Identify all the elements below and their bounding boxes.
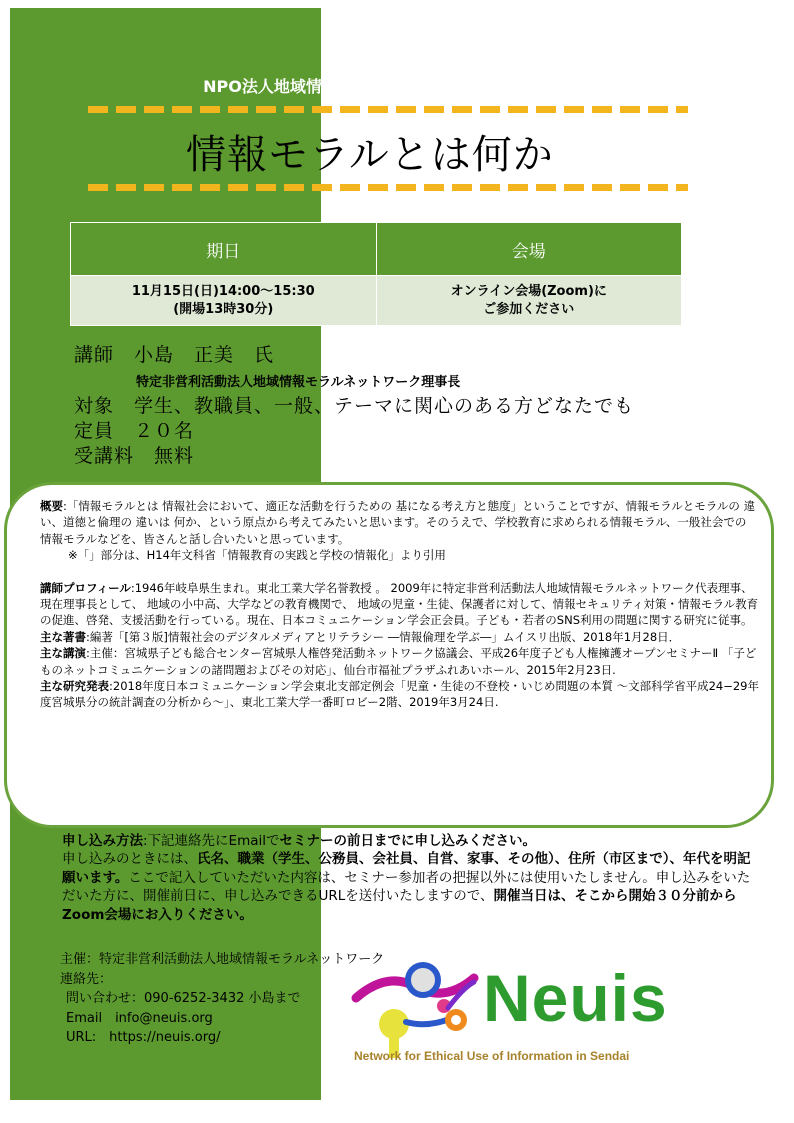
overview-note: ※「」部分は、H14年文科省「情報教育の実践と学校の情報化」より引用	[68, 548, 446, 563]
profile-paragraph	[40, 580, 760, 629]
organizer-line: NPO法人地域情報モラルネットワーク主催セミナー	[203, 77, 577, 96]
application-section	[62, 832, 762, 924]
method-text-b: セミナーの前日までに申し込みください。	[279, 833, 537, 849]
date-cell	[71, 276, 377, 326]
lectures-paragraph	[40, 645, 760, 678]
lectures-label: 主な講演	[40, 646, 86, 661]
books-paragraph	[40, 629, 760, 645]
opening-time-line: (開場13時30分)	[173, 301, 274, 317]
method-label: 申し込み方法	[62, 833, 143, 849]
venue-header: 会場	[376, 223, 682, 276]
overview-paragraph	[40, 498, 760, 547]
lecturer-title: 特定非営利活動法人地域情報モラルネットワーク理事長	[136, 375, 461, 390]
method-text-a: :下記連絡先にEmailで	[143, 833, 280, 849]
dashed-divider-top	[88, 106, 688, 113]
overview-text: :「情報モラルとは 情報社会において、適正な活動を行うための 基になる考え方と態度」ということですが、情報モラルとモラルの 違い、道徳と倫理の 違いは 何か、という原点から考えてみたいと思います。そのうえで、学校教育に求められる情報モラル、一般社会での 情報モラルなどを、皆さんと話し合いたいと思っています。	[40, 499, 756, 546]
contact-label: 連絡先：	[60, 971, 113, 987]
venue-line: オンライン会場(Zoom)に	[450, 283, 607, 299]
books-label: 主な著書	[40, 629, 86, 644]
para-a: 申し込みのときには、	[62, 851, 197, 868]
fee-line: 受講料 無料	[74, 445, 195, 467]
schedule-table	[70, 222, 682, 326]
date-line: 11月15日(日)14:00〜15:30	[131, 283, 315, 299]
para-d: 開催当日は、そこから開始３０分前からZoom会場にお入りください。	[62, 888, 737, 923]
url-link[interactable]: URL: https://neuis.org/	[66, 1030, 221, 1045]
summary-text	[40, 498, 760, 711]
sponsor-line: 主催：特定非営利活動法人地域情報モラルネットワーク	[60, 952, 385, 967]
profile-label: 講師プロフィール	[40, 580, 131, 595]
venue-note-line: ご参加ください	[483, 301, 575, 317]
target-line: 対象 学生、教職員、一般、テーマに関心のある方どなたでも	[74, 395, 635, 417]
profile-text: :1946年岐阜県生まれ。東北工業大学名誉教授 。 2009年に特定非営利活動法人地域情報モラルネットワーク代表理事、現在理事長として、 地域の小中高、大学などの教育機関で、 地域の児童・生徒、保護者に対して、情報セキュリティ対策・情報モラル教育の促進、啓発、支援活動を行っている。現在、日本コミュニケーション学会正会員。子ども・若者のSNS利用の問題に関する研究に従事。	[40, 580, 759, 628]
lecturer-line: 講師 小島 正美 氏	[74, 344, 275, 366]
logo-tagline: Network for Ethical Use of Information in Sendai	[354, 1049, 630, 1063]
books-text: :編著「[第３版]情報社会のデジタルメディアとリテラシー ―情報倫理を学ぶ―」ムイスリ出版、2018年1月28日．	[86, 629, 681, 644]
research-text: :2018年度日本コミュニケーション学会東北支部定例会「児童・生徒の不登校・いじめ問題の本質 〜文部科学省平成24−29年度宮城県分の統計調査の分析から〜」、東北工業大学一番町ロビー2階、2019年3月24日.	[40, 679, 760, 710]
research-paragraph	[40, 678, 760, 711]
research-label: 主な研究発表	[40, 679, 109, 694]
neuis-logo-text: Neuis	[483, 961, 668, 1035]
venue-cell	[376, 276, 682, 326]
page-title: 情報モラルとは何か	[186, 132, 554, 178]
date-header: 期日	[71, 223, 377, 276]
overview-label: 概要	[40, 499, 63, 513]
method-line	[62, 832, 762, 850]
para-b: 氏名、職業（学生、公務員、会社員、自営、家事、その他）、住所（市区まで）、年代を明記願います。	[62, 851, 751, 886]
dashed-divider-bottom	[88, 184, 688, 191]
lectures-text: :主催：宮城県子ども総合センター宮城県人権啓発活動ネットワーク協議会、平成26年度子ども人権擁護オープンセミナーⅡ 「子どものネットコミュニケーションの諸問題およびその対応」、仙台市福祉プラザふれあいホール、2015年2月23日.	[40, 646, 757, 677]
application-paragraph	[62, 850, 762, 924]
para-c: ここで記入していただいた内容は、セミナー参加者の把握以外には使用いたしません。申し込みをいただいた方に、開催前日に、申し込みできるURLを送付いたしますので、	[62, 869, 751, 905]
email-link[interactable]: Email info@neuis.org	[66, 1010, 213, 1026]
capacity-line: 定員 ２０名	[74, 420, 195, 442]
phone-line: 問い合わせ：090-6252-3432 小島まで	[66, 991, 301, 1006]
